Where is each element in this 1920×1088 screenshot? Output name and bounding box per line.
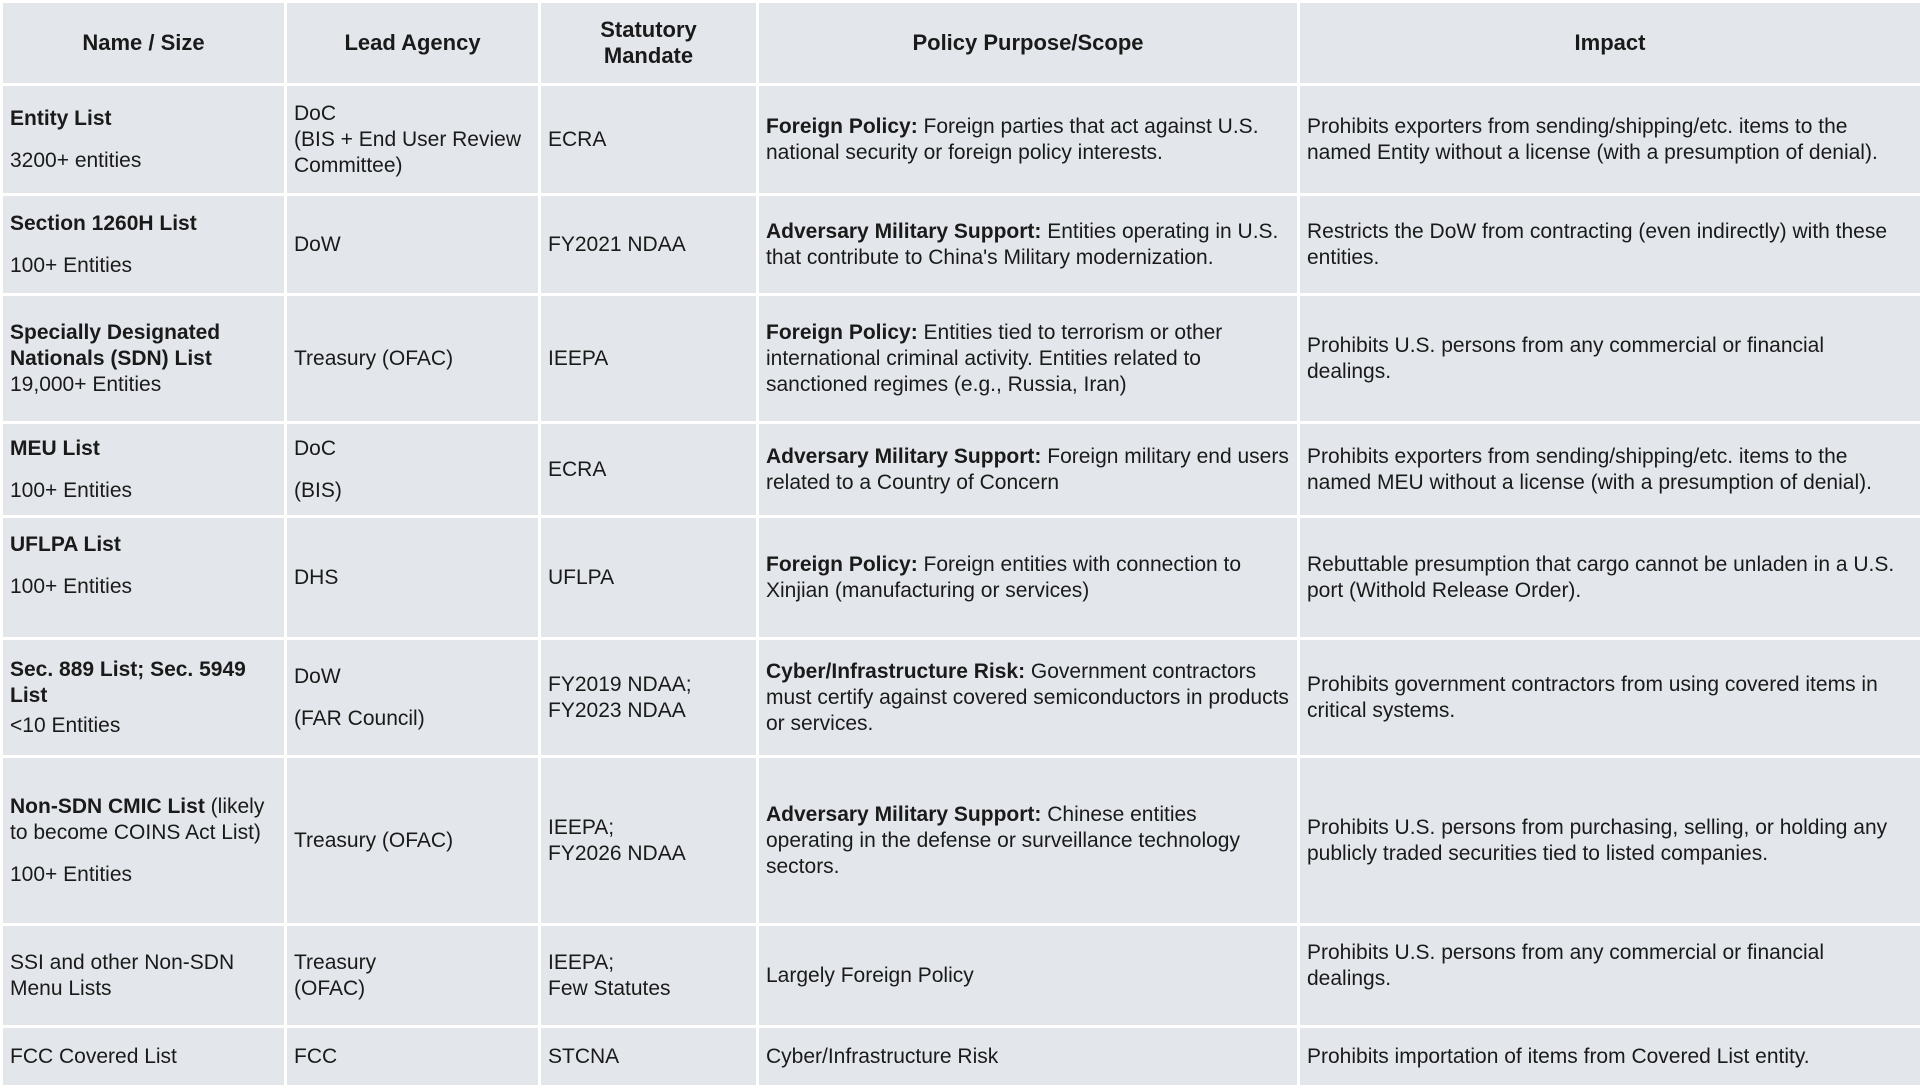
agency-cell bbox=[286, 639, 540, 757]
list-name: Section 1260H List bbox=[10, 212, 197, 235]
agency-cell: DHS bbox=[286, 517, 540, 639]
agency-line1: DoC bbox=[294, 437, 336, 460]
purpose-cell bbox=[758, 639, 1299, 757]
purpose-category: Adversary Military Support: bbox=[766, 803, 1041, 826]
purpose-cell bbox=[758, 517, 1299, 639]
mandate-line1: IEEPA; bbox=[548, 816, 614, 839]
purpose-category: Cyber/Infrastructure Risk: bbox=[766, 660, 1025, 683]
impact-cell: Prohibits exporters from sending/shipping/etc. items to the named MEU without a license (with a presumption of denial). bbox=[1299, 423, 1920, 517]
purpose-cell bbox=[758, 757, 1299, 925]
list-name: Entity List bbox=[10, 107, 112, 130]
agency-line1: Treasury bbox=[294, 951, 376, 974]
purpose-text: Entities operating in U.S. that contribute to China's Military modernization. bbox=[766, 220, 1278, 269]
agency-line2: (BIS) bbox=[294, 479, 342, 502]
purpose-category: Adversary Military Support: bbox=[766, 220, 1041, 243]
agency-line2: (FAR Council) bbox=[294, 707, 425, 730]
purpose-cell bbox=[758, 423, 1299, 517]
name-cell bbox=[2, 423, 286, 517]
agency-cell: FCC bbox=[286, 1027, 540, 1087]
impact-cell: Prohibits exporters from sending/shipping/etc. items to the named Entity without a license (with a presumption of denial). bbox=[1299, 85, 1920, 195]
mandate-line2: FY2026 NDAA bbox=[548, 842, 686, 865]
list-name: Specially Designated Nationals (SDN) List bbox=[10, 321, 220, 370]
purpose-category: Foreign Policy: bbox=[766, 321, 918, 344]
list-size: 100+ Entities bbox=[10, 863, 132, 886]
table-row bbox=[2, 195, 1920, 295]
impact-cell: Prohibits government contractors from using covered items in critical systems. bbox=[1299, 639, 1920, 757]
agency-cell bbox=[286, 423, 540, 517]
mandate-cell bbox=[540, 639, 758, 757]
name-cell bbox=[2, 85, 286, 195]
name-cell bbox=[2, 195, 286, 295]
header-mandate-line1: Statutory bbox=[600, 17, 697, 42]
header-mandate bbox=[540, 2, 758, 85]
list-size: <10 Entities bbox=[10, 714, 120, 737]
impact-cell: Restricts the DoW from contracting (even indirectly) with these entities. bbox=[1299, 195, 1920, 295]
mandate-cell: ECRA bbox=[540, 423, 758, 517]
agency-line1: DoW bbox=[294, 665, 341, 688]
agency-cell: DoW bbox=[286, 195, 540, 295]
agency-cell: Treasury (OFAC) bbox=[286, 757, 540, 925]
table-row bbox=[2, 517, 1920, 639]
mandate-cell: STCNA bbox=[540, 1027, 758, 1087]
agency-line2: (BIS + End User Review Committee) bbox=[294, 128, 521, 177]
agency-line2: (OFAC) bbox=[294, 977, 365, 1000]
mandate-cell: FY2021 NDAA bbox=[540, 195, 758, 295]
name-cell bbox=[2, 517, 286, 639]
purpose-cell bbox=[758, 85, 1299, 195]
purpose-text: Chinese entities operating in the defense or surveillance technology sectors. bbox=[766, 803, 1240, 878]
header-purpose: Policy Purpose/Scope bbox=[758, 2, 1299, 85]
purpose-cell bbox=[758, 295, 1299, 423]
mandate-cell bbox=[540, 757, 758, 925]
mandate-line1: IEEPA; bbox=[548, 951, 614, 974]
mandate-cell bbox=[540, 925, 758, 1027]
agency-cell: Treasury (OFAC) bbox=[286, 295, 540, 423]
list-name: MEU List bbox=[10, 437, 100, 460]
purpose-cell: Cyber/Infrastructure Risk bbox=[758, 1027, 1299, 1087]
impact-cell: Prohibits U.S. persons from any commercial or financial dealings. bbox=[1299, 925, 1920, 1027]
impact-cell: Prohibits U.S. persons from purchasing, selling, or holding any publicly traded securities tied to listed companies. bbox=[1299, 757, 1920, 925]
mandate-line2: Few Statutes bbox=[548, 977, 671, 1000]
mandate-cell: UFLPA bbox=[540, 517, 758, 639]
agency-cell bbox=[286, 85, 540, 195]
list-name: UFLPA List bbox=[10, 533, 121, 556]
purpose-cell: Largely Foreign Policy bbox=[758, 925, 1299, 1027]
header-agency: Lead Agency bbox=[286, 2, 540, 85]
impact-cell: Prohibits U.S. persons from any commercial or financial dealings. bbox=[1299, 295, 1920, 423]
list-size: 100+ Entities bbox=[10, 575, 132, 598]
mandate-line2: FY2023 NDAA bbox=[548, 699, 686, 722]
purpose-category: Foreign Policy: bbox=[766, 115, 918, 138]
purpose-cell bbox=[758, 195, 1299, 295]
table-row bbox=[2, 85, 1920, 195]
table-row bbox=[2, 757, 1920, 925]
list-name: Sec. 889 List; Sec. 5949 List bbox=[10, 658, 246, 707]
mandate-line1: FY2019 NDAA; bbox=[548, 673, 692, 696]
purpose-text: Foreign parties that act against U.S. national security or foreign policy interests. bbox=[766, 115, 1259, 164]
header-mandate-line2: Mandate bbox=[604, 43, 693, 68]
purpose-text: Government contractors must certify against covered semiconductors in products or services. bbox=[766, 660, 1289, 735]
purpose-category: Adversary Military Support: bbox=[766, 445, 1041, 468]
name-cell bbox=[2, 757, 286, 925]
header-row bbox=[2, 2, 1920, 85]
impact-cell: Rebuttable presumption that cargo cannot be unladen in a U.S. port (Withold Release Order). bbox=[1299, 517, 1920, 639]
name-cell: FCC Covered List bbox=[2, 1027, 286, 1087]
purpose-text: Foreign military end users related to a Country of Concern bbox=[766, 445, 1289, 494]
purpose-text: Foreign entities with connection to Xinjian (manufacturing or services) bbox=[766, 553, 1241, 602]
impact-cell: Prohibits importation of items from Covered List entity. bbox=[1299, 1027, 1920, 1087]
purpose-category: Foreign Policy: bbox=[766, 553, 918, 576]
header-name: Name / Size bbox=[2, 2, 286, 85]
table-row bbox=[2, 1027, 1920, 1087]
table-row bbox=[2, 295, 1920, 423]
table-row bbox=[2, 423, 1920, 517]
name-cell bbox=[2, 295, 286, 423]
list-name-note: (likely to become COINS Act List) bbox=[10, 795, 264, 844]
list-size: 3200+ entities bbox=[10, 149, 141, 172]
purpose-text: Entities tied to terrorism or other international criminal activity. Entities related to sanctioned regimes (e.g., Russia, Iran) bbox=[766, 321, 1222, 396]
list-size: 100+ Entities bbox=[10, 254, 132, 277]
table-row bbox=[2, 639, 1920, 757]
mandate-cell: IEEPA bbox=[540, 295, 758, 423]
table-row bbox=[2, 925, 1920, 1027]
agency-cell bbox=[286, 925, 540, 1027]
header-impact: Impact bbox=[1299, 2, 1920, 85]
list-size: 19,000+ Entities bbox=[10, 373, 161, 396]
name-cell: SSI and other Non-SDN Menu Lists bbox=[2, 925, 286, 1027]
agency-line1: DoC bbox=[294, 102, 336, 125]
list-name: Non-SDN CMIC List bbox=[10, 795, 205, 818]
name-cell bbox=[2, 639, 286, 757]
list-size: 100+ Entities bbox=[10, 479, 132, 502]
mandate-cell: ECRA bbox=[540, 85, 758, 195]
